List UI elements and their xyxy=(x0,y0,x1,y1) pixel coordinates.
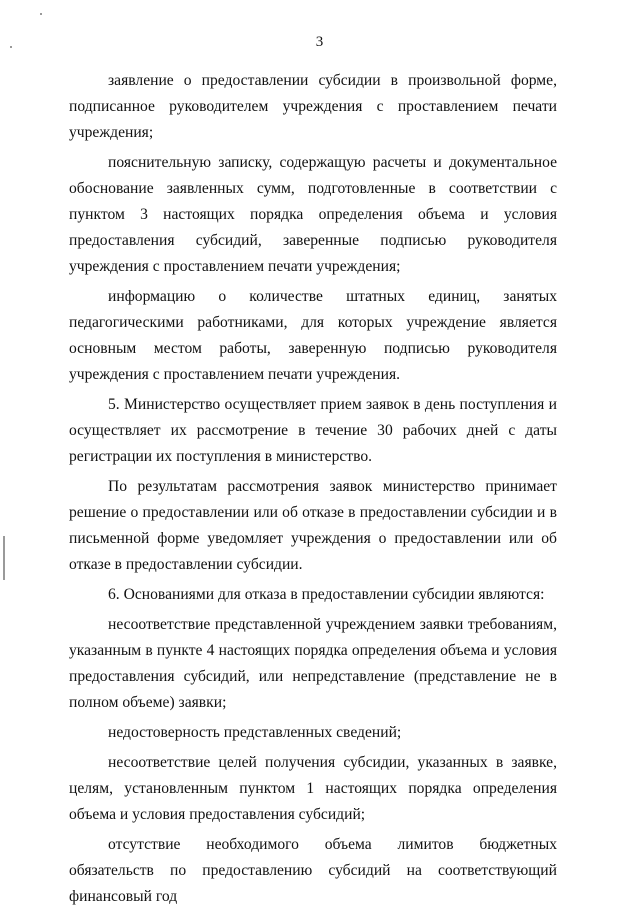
paragraph-noncompliance: несоответствие представленной учреждением заявки требованиям, указанным в пункте 4 настоящих порядка определения объема и условия предоставления субсидий, или непредставление (представление не в полном объеме) заявки; xyxy=(69,616,557,711)
paragraph-review-results: По результатам рассмотрения заявок министерство принимает решение о предоставлении или об отказе в предоставлении субсидии и в письменной форме уведомляет учреждения о предоставлении или об отказе в предоставлении субсидии. xyxy=(69,478,557,573)
paragraph-purpose-mismatch: несоответствие целей получения субсидии, указанных в заявке, целям, установленным пунктом 1 настоящих порядка определения объема и условия предоставления субсидий; xyxy=(69,754,557,823)
paragraph-staff-info: информацию о количестве штатных единиц, занятых педагогическими работниками, для которых учреждение является основным местом работы, заверенную подписью руководителя учреждения с проставлением печати учреждения. xyxy=(69,288,557,383)
paragraph-clause-5: 5. Министерство осуществляет прием заявок в день поступления и осуществляет их рассмотрение в течение 30 рабочих дней с даты регистрации их поступления в министерство. xyxy=(69,396,557,465)
paragraph-budget-limits: отсутствие необходимого объема лимитов бюджетных обязательств по предоставлению субсидий на соответствующий финансовый год xyxy=(69,836,557,905)
paragraph-clause-6: 6. Основаниями для отказа в предоставлении субсидии являются: xyxy=(108,586,545,603)
scan-edge-mark xyxy=(3,536,5,580)
paragraph-application: заявление о предоставлении субсидии в произвольной форме, подписанное руководителем учреждения с проставлением печати учреждения; xyxy=(69,72,557,141)
scan-speck xyxy=(10,46,12,48)
scan-speck xyxy=(40,13,42,15)
page-number: 3 xyxy=(315,34,324,50)
paragraph-unreliability: недостоверность представленных сведений; xyxy=(108,724,402,741)
paragraph-explanatory-note: пояснительную записку, содержащую расчеты и документальное обоснование заявленных сумм, подготовленные в соответствии с пунктом 3 настоящих порядка определения объема и условия предоставления субсидий, заверенные подписью руководителя учреждения с проставлением печати учреждения; xyxy=(69,154,557,275)
document-body xyxy=(69,68,557,910)
